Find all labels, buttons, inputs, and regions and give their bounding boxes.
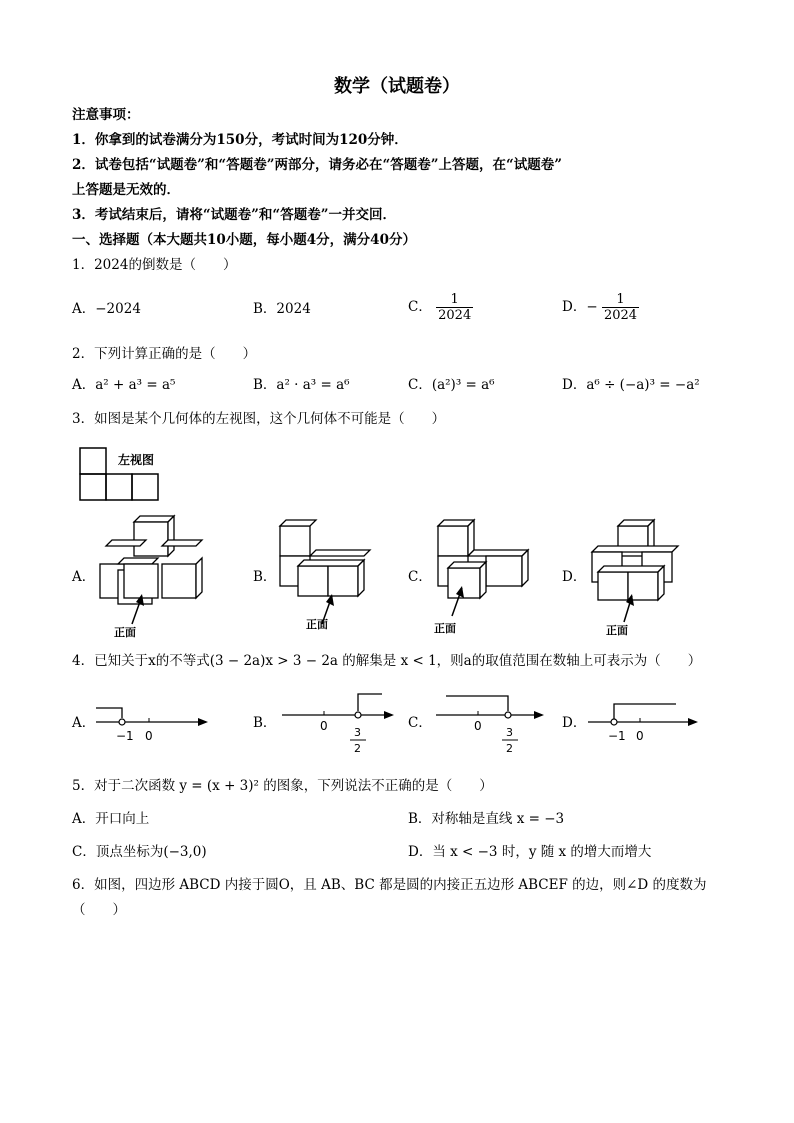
solid-figure-c	[432, 516, 552, 646]
q1-d-numerator: 1	[616, 292, 625, 307]
q6-stem-answer: （ ）	[72, 902, 126, 918]
q1-c-denominator: 2024	[438, 308, 472, 323]
solid-figure-b	[276, 516, 396, 646]
q1-option-b: B．2024	[253, 301, 311, 317]
q1-option-d-fraction	[602, 292, 639, 323]
q5-stem: 5．对于二次函数 y = (x + 3)² 的图象，下列说法不正确的是（ ）	[72, 778, 493, 794]
tick-0-a: 0	[145, 729, 153, 743]
number-line-c	[434, 690, 554, 760]
q2-option-d: D．a⁶ ÷ (−a)³ = −a²	[562, 377, 700, 393]
q3-option-d: D．	[562, 569, 587, 585]
section-heading: 一、选择题（本大题共10小题，每小题4分，满分40分）	[72, 232, 416, 248]
q1-option-a: A．−2024	[72, 301, 141, 317]
q1-option-c	[408, 292, 473, 323]
tick-0-c: 0	[474, 719, 482, 733]
front-label-c: 正面	[434, 622, 456, 635]
q1-option-c-label: C．	[408, 299, 432, 315]
frac-den-b: 2	[354, 742, 361, 755]
q4-option-d: D．	[562, 715, 587, 731]
notes-heading: 注意事项：	[72, 107, 140, 123]
q6-stem: 6．如图，四边形 ABCD 内接于圆O，且 AB、BC 都是圆的内接正五边形 ABCEF 的边，则∠D 的度数为	[72, 877, 707, 893]
q1-stem: 1．2024的倒数是（ ）	[72, 257, 237, 273]
note-item-1: 1．你拿到的试卷满分为150分，考试时间为120分钟．	[72, 132, 408, 148]
left-view-label: 左视图	[118, 453, 155, 467]
q1-d-denominator: 2024	[603, 308, 638, 323]
frac-den-c: 2	[506, 742, 513, 755]
frac-num-b: 3	[354, 726, 361, 739]
solid-figure-a	[92, 516, 212, 646]
note-item-2-cont: 上答题是无效的．	[72, 182, 180, 198]
q4-option-b: B．	[253, 715, 277, 731]
q4-option-c: C．	[408, 715, 432, 731]
solid-figure-d	[584, 516, 704, 646]
number-line-a	[94, 698, 214, 748]
q2-option-a: A．a² + a³ = a⁵	[72, 377, 176, 393]
q3-stem: 3．如图是某个几何体的左视图，这个几何体不可能是（ ）	[72, 411, 446, 427]
q3-option-c: C．	[408, 569, 432, 585]
front-label-a: 正面	[114, 626, 136, 639]
q2-stem: 2．下列计算正确的是（ ）	[72, 346, 257, 362]
q1-option-d	[562, 292, 639, 323]
tick-neg1-a: −1	[116, 729, 134, 743]
tick-0-d: 0	[636, 729, 644, 743]
front-label-d: 正面	[606, 624, 628, 637]
q1-option-c-fraction	[436, 292, 473, 323]
q5-option-a: A．开口向上	[72, 811, 150, 827]
left-view-figure	[78, 446, 178, 506]
front-label-b: 正面	[306, 618, 328, 631]
q1-option-d-label: D．−	[562, 299, 598, 315]
number-line-d	[586, 698, 706, 748]
q2-option-b: B．a² · a³ = a⁶	[253, 377, 350, 393]
note-item-3: 3．考试结束后，请将“试题卷”和“答题卷”一并交回．	[72, 207, 396, 223]
q3-option-b: B．	[253, 569, 277, 585]
q5-option-c: C．顶点坐标为(−3,0)	[72, 844, 207, 860]
q2-option-c: C．(a²)³ = a⁶	[408, 377, 495, 393]
page-title: 数学（试题卷）	[334, 76, 460, 97]
q1-c-numerator: 1	[450, 292, 459, 307]
q3-option-a: A．	[72, 569, 96, 585]
q4-option-a: A．	[72, 715, 96, 731]
frac-num-c: 3	[506, 726, 513, 739]
q4-stem: 4．已知关于x的不等式(3 − 2a)x > 3 − 2a 的解集是 x < 1，则a的取值范围在数轴上可表示为（ ）	[72, 653, 702, 669]
note-item-2: 2．试卷包括“试题卷”和“答题卷”两部分，请务必在“答题卷”上答题，在“试题卷”	[72, 157, 563, 173]
tick-0-b: 0	[320, 719, 328, 733]
q5-option-b: B．对称轴是直线 x = −3	[408, 811, 565, 827]
q5-option-d: D．当 x < −3 时，y 随 x 的增大而增大	[408, 844, 652, 860]
tick-neg1-d: −1	[608, 729, 626, 743]
number-line-b	[280, 690, 400, 760]
